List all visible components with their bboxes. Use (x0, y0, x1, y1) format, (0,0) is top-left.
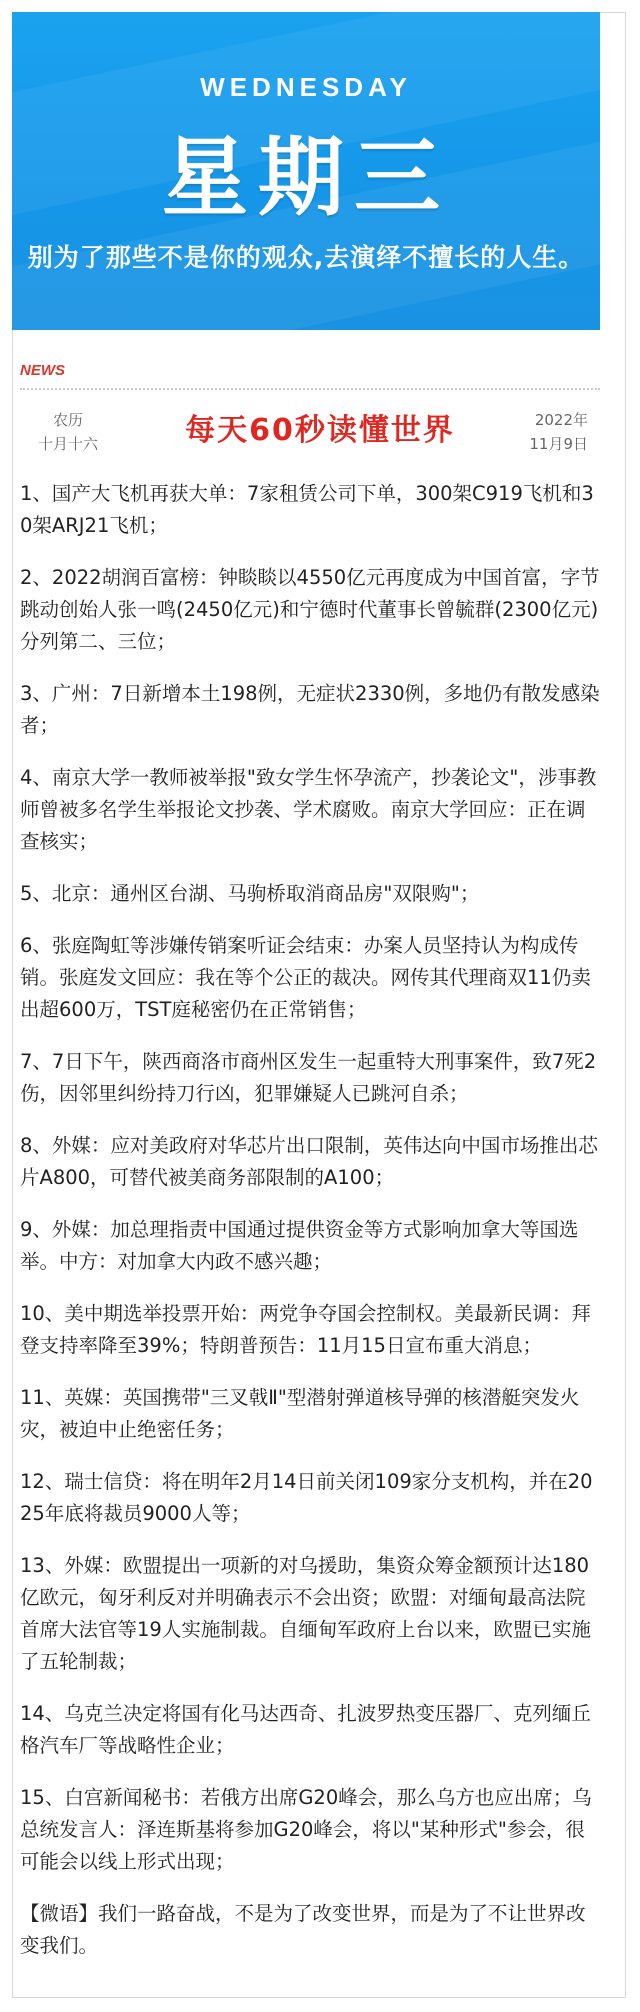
solar-date: 11月9日 (529, 435, 588, 453)
news-list (20, 478, 600, 1962)
news-tag: NEWS (20, 362, 65, 379)
news-item: 10、美中期选举投票开始：两党争夺国会控制权。美最新民调：拜登支持率降至39%；特朗普预告：11月15日宣布重大消息； (20, 1302, 591, 1357)
news-item: 6、张庭陶虹等涉嫌传销案听证会结束：办案人员坚持认为构成传销。张庭发文回应：我在等个公正的裁决。网传其代理商双11仍卖出超600万，TST庭秘密仍在正常销售； (20, 934, 591, 1021)
news-item: 15、白宫新闻秘书：若俄方出席G20峰会，那么乌方也应出席；乌总统发言人：泽连斯基将参加G20峰会，将以"某种形式"参会，很可能会以线上形式出现； (20, 1786, 592, 1873)
closing-quote: 【微语】我们一路奋战，不是为了改变世界，而是为了不让世界改变我们。 (20, 1902, 586, 1957)
lunar-date: 十月十六 (38, 435, 99, 453)
solar-date-block (529, 408, 588, 456)
news-item: 14、乌克兰决定将国有化马达西奇、扎波罗热变压器厂、克列缅丘格汽车厂等战略性企业； (20, 1702, 591, 1757)
news-item: 4、南京大学一教师被举报"致女学生怀孕流产，抄袭论文"，涉事教师曾被多名学生举报论文抄袭、学术腐败。南京大学回应：正在调查核实； (20, 766, 597, 853)
page-title: 每天60秒读懂世界 (185, 413, 455, 448)
news-item: 13、外媒：欧盟提出一项新的对乌援助，集资众筹金额预计达180亿欧元，匈牙利反对并明确表示不会出资；欧盟：对缅甸最高法院首席大法官等19人实施制裁。自缅甸军政府上台以来，欧盟已实施了五轮制裁； (20, 1554, 591, 1673)
news-item: 1、国产大飞机再获大单：7家租赁公司下单，300架C919飞机和30架ARJ21飞机； (20, 482, 594, 537)
weekday-chinese: 星期三 (162, 128, 450, 228)
weekday-banner (12, 12, 600, 330)
lunar-label: 农历 (53, 411, 84, 429)
news-item: 5、北京：通州区台湖、马驹桥取消商品房"双限购"； (20, 882, 480, 905)
solar-year: 2022年 (534, 411, 588, 429)
news-item: 3、广州：7日新增本土198例，无症状2330例，多地仍有散发感染者； (20, 682, 600, 737)
weekday-english: WEDNESDAY (200, 72, 412, 102)
news-item: 8、外媒：应对美政府对华芯片出口限制，英伟达向中国市场推出芯片A800，可替代被美商务部限制的A100； (20, 1134, 598, 1189)
news-item: 11、英媒：英国携带"三叉戟Ⅱ"型潜射弹道核导弹的核潜艇突发火灾，被迫中止绝密任务； (20, 1386, 580, 1441)
banner-tagline: 别为了那些不是你的观众,去演绎不擅长的人生。 (27, 243, 585, 272)
news-item: 12、瑞士信贷：将在明年2月14日前关闭109家分支机构，并在2025年底将裁员9000人等； (20, 1470, 593, 1525)
news-item: 2、2022胡润百富榜：钟睒睒以4550亿元再度成为中国首富，字节跳动创始人张一鸣(2450亿元)和宁德时代董事长曾毓群(2300亿元)分列第二、三位； (20, 566, 600, 653)
news-divider (20, 388, 600, 390)
news-item: 7、7日下午，陕西商洛市商州区发生一起重特大刑事案件，致7死2伤，因邻里纠纷持刀行凶，犯罪嫌疑人已跳河自杀； (20, 1050, 597, 1105)
news-item: 9、外媒：加总理指责中国通过提供资金等方式影响加拿大等国选举。中方：对加拿大内政不感兴趣； (20, 1218, 579, 1273)
